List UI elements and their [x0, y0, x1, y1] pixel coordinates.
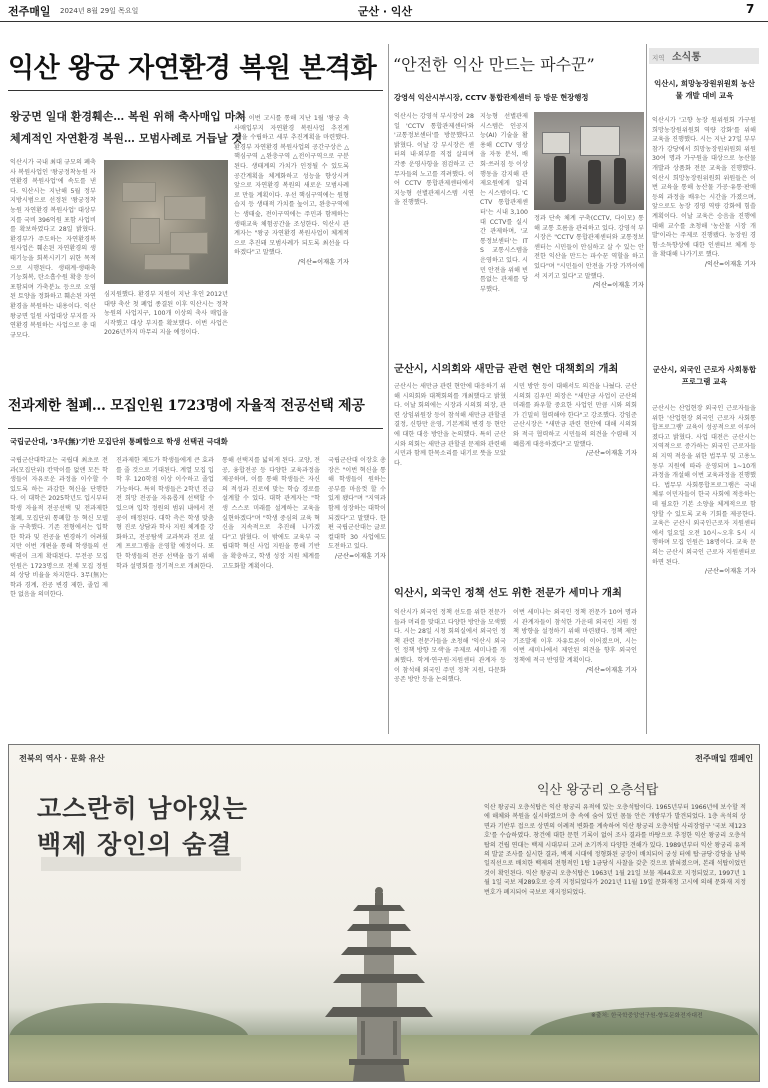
article3-subtitle: 국립군산대, '3무(無)'기반 모집단위 통폐합으로 학생 선택권 극대화: [10, 437, 228, 446]
page-number: 7: [746, 2, 755, 16]
column-divider: [388, 44, 389, 734]
campaign-name-label: 전주매일 캠페인: [695, 753, 754, 763]
article1-subtitle2: 체계적인 자연환경 복원… 모범사례로 거듭날 것: [10, 132, 243, 145]
section-title: 군산 · 익산: [357, 5, 413, 18]
article4-body-col1: 군산시는 새만금 관련 현안에 대응하기 위해 시의회와 대책회의를 개최했다고 밝혔다. 이날 회의에는 시장과 시의회 의장, 관련 상임위원장 등이 참석해 새만금 관할권 결정, 신항만 운영, 기본계획 변경 등 현안에 대한 대응 방안을 논의했다. 특히 군산시와 의회는 새만금 관할권 문제와 관련해 시민과 함께 한목소리를 내기로 뜻을 모았다.: [394, 383, 506, 467]
pagoda-title: 익산 왕궁리 오층석탑: [537, 783, 659, 798]
article4-body-col2-text: 시민 방안 등이 대해서도 의견을 나눴다. 군산시의회 김우민 의장은 "새만금 사업이 군산의 미래를 좌우할 중요한 사업인 만큼 시와 의회가 긴밀히 협력해야 한다"고 강조했다. 강임준 군산시장은 "새만금 관련 현안에 대해 시의회와 적극 협력하고 시민들의 의견을 수렴해 지혜롭게 대응하겠다"고 말했다.: [513, 383, 637, 448]
sidebar-item1-title: 익산시, 희망농장원위원회 농산물 개발 대비 교육: [654, 79, 755, 100]
campaign-series-label: 전북의 역사 · 문화 유산: [19, 753, 105, 763]
sidebar-item1-body: [652, 116, 756, 371]
article4-body-col2: [513, 382, 637, 562]
article5-byline: /익산=이재훈 기자: [585, 666, 637, 674]
article2-body-col2: 지능형 선별관제시스템은 인공지능(AI) 기술을 활용해 CCTV 영상을 자동 분석, 배회·쓰러짐 등 이상 행동을 감지해 관제요원에게 알리는 시스템이다. 'CCTV 통합관제센터'는 시내 3,100대 CCTV를 실시간 관제하며, '교통정보센터'는 ITS 교통시스템을 운영하고 있다. 시민 안전을 위해 빈틈없는 관제를 당부했다.: [480, 113, 528, 293]
article1-body-col1: 익산시가 국내 최대 규모의 폐축사 복원사업인 '왕궁정착농원 자연환경 복원사업'에 속도를 낸다. 익산시는 지난해 5월 정부 지방시범으로 선정된 '왕궁정착농원 자연환경 복원사업' 대상부지를 국비 396억원 포함 사업비를 확보하였다고 28일 밝혔다. 환경부가 주도하는 자연환경복원사업은 훼손된 자연환경의 생태기능을 회복시키기 위한 목적으로 시행된다. 생태계·생태축 기능회복, 탄소흡수원 확충 등이 포함되며 가축분뇨 등으로 오염된 토양을 정화하고 훼손된 자연환경을 복원하는 내용이다. 익산 왕궁면 일원 사업대상 부지를 자연환경 복원하는 사업으로 총 대규모다.: [10, 159, 96, 339]
article3-body-col4-text: 국립군산대 이장호 총장은 "이번 혁신을 통해 학생들이 원하는 공부를 마음껏 할 수 있게 됐다"며 "지역과 함께 성장하는 대학이 되겠다"고 말했다. 한편 국립군산대는 글로컬대학 30 사업에도 도전하고 있다.: [328, 457, 386, 551]
article3-body-col4: [328, 456, 386, 721]
article1-body-col3-text: 시는 이번 고시를 통해 지난 1월 '왕궁 축사매입부지 자연환경 복원사업 추진계획'을 수립하고 세부 추진계획을 마련했다. 환경부 자연환경 복원사업의 공간구상은 △핵심구역 △완충구역 △전이구역으로 구분된다. 생태계의 가치가 인정될 수 있도록 공간계획을 체계화하고 성능을 향상시켜 앞으로 자연환경 복원의 새로운 모범사례로 만들 계획이다. 우선 핵심구역에는 원형습지 등 생태적 가치를 높이고, 완충구역에는 생태숲, 전이구역에는 주민과 함께하는 생태교육 체험공간을 조성한다. 익산시 관계자는 "왕궁 자연환경 복원사업이 체계적으로 추진돼 모범사례가 되도록 최선을 다하겠다"고 말했다.: [234, 115, 349, 257]
article4-headline: 군산시, 시의회와 새만금 관련 현안 대책회의 개최: [394, 363, 619, 375]
article1-body-col2: 심지원했다. 환경부 지원이 지난 후인 2012년 대량 축산 첫 폐업 종결된 이후 익산시는 정착농원의 사업지구, 100개 이상의 축사 매입을 시작했고 대상 부지를 확보했다. 이번 사업은 2026년까지 마무리 지을 예정이다.: [104, 291, 228, 337]
campaign-headline-line1: 고스란히 남아있는: [37, 794, 248, 823]
sidebar-item2-body: [652, 404, 756, 714]
article3-byline: /군산=이재훈 기자: [334, 552, 386, 560]
article2-body-col3: [534, 214, 644, 364]
article2-body-col1: 익산시는 강영석 부시장이 28일 'CCTV 통합관제센터'와 '교통정보센터'를 방문했다고 밝혔다. 이날 강 부시장은 센터의 내·외부를 직접 살피며 각종 운영사항을 점검하고 근무자들의 노고를 격려했다. 이어 CCTV 통합관제센터에서 지능형 선별관제시스템 시연을 진행했다.: [394, 113, 474, 207]
campaign-source-credit: ※출처: 한국학중앙연구원-향토문화전자대전: [591, 1013, 703, 1019]
article1-aerial-photo: [104, 160, 228, 284]
article1-headline: 익산 왕궁 자연환경 복원 본격화: [8, 53, 377, 84]
sidebar-item2-text: 군산시는 산업현장 외국인 근로자들을 위한 '산업현장 외국인 근로자 사회통합프로그램' 교육이 성공적으로 이루어졌다고 밝혔다. 사업 대전은 군산시는 지역적으로 증가하는 외국인 근로자들의 지역 적응을 위한 법무부 및 고용노동부 지원에 따라 운영되며 1~10개 과정을 개설해 이번 교육과정을 진행했다. 법무부 사회통합프로그램은 국내 체류 이민자들이 한국 사회에 적응하는 데 필요한 기본 소양을 체계적으로 함양할 수 있도록 교육 기회를 제공한다. 교육은 군산시 외국인근로자 지원센터에서 일요일 오전 10시~오후 5시 시행하며 모집 인원은 18명이다. 교육 문의는 군산시 외국인 근로자 지원센터로 하면 된다.: [652, 405, 756, 566]
article2-subtitle: 강영석 익산시부시장, CCTV 통합관제센터 등 방문 현장행정: [394, 93, 589, 102]
sidebar-label-main: 소식통: [672, 52, 701, 63]
article5-body-col1: 익산시가 외국인 정책 선도를 위한 전문가들과 머리를 맞대고 다양한 방안을 모색했다. 시는 28일 시청 회의실에서 외국인 정책 관련 전문가들을 초청해 '익산시 외국인 정책 방향 모색'을 주제로 세미나를 개최했다. 학계·연구원·지원센터 관계자 등이 참석해 외국인 주민 정착 지원, 다문화 공존 방안 등을 논의했다.: [394, 609, 506, 684]
pagoda-description: 익산 왕궁리 오층석탑은 익산 왕궁리 유적에 있는 오층석탑이다. 1965년부터 1966년에 보수할 적에 해체와 복원을 실시하였으며 층 속에 숨어 있던 몸돌 안은 개방부가 발견되었다. 1층 옥석의 상면과 기반부 접으로 상면의 이례적 변화를 계속하여 익산 왕궁리 오층석탑 사리장엄구 '국보 제123호'를 수습하였다. 창건에 대한 문헌 기록이 없어 조사 결과를 바탕으로 추정한 익산 왕궁리 오층석탑의 건립 연대는 백제 시대부터 고려 초기까지 다양한 견해가 있다. 1989년부터 익산 왕궁리 유적의 발굴 조사를 실시한 결과, 백제 시대에 정형화된 궁장이 배치되어 궁성 터에 탑·금당·강당을 남북 일직선으로 배치한 백제의 전형적인 1탑 1금당식 사찰을 갖춘 것으로 밝혀졌으며, 본래 석탑이었던 것이 확인된다. 익산 왕궁리 오층석탑은 1963년 1월 21일 보물 제44호로 지정되었고, 1997년 1월 1일 국보 제289호로 승격 지정되었다가 2021년 11월 19일 문화재청 고시에 의해 문화재 지정번호가 폐지되어 국보로 재지정되었다.: [484, 804, 746, 896]
article3-body-col1: 국립군산대학교는 국립대 최초로 전과(모집단위) 칸막이를 없앤 모든 학생들이 자유로운 과정을 이수할 수 있도록 하는 과감한 혁신을 단행한다. 이 대학은 2025학년도 입시부터 학생 자율적 전공선택 및 전과제한 철폐, 모집단위 통폐합 등 혁신 모델을 구축했다. 기존 전형에서는 입학한 학과 및 전공을 변경하기 어려웠지만 이번 개편을 통해 학생들의 선택권이 크게 확대된다. 무전공 모집 인원은 1723명으로 전체 모집 정원의 상당 비율을 차지한다. 3무(無)는 학과 경계, 전공 변경 제한, 졸업 제한 없음을 의미한다.: [10, 457, 108, 599]
sidebar-header: [649, 48, 759, 64]
sidebar-label-small: 지역: [652, 54, 665, 62]
sidebar-item1-byline: /익산=이재훈 기자: [704, 260, 756, 268]
article2-byline: /익산=이재훈 기자: [592, 282, 644, 290]
sidebar-item2-title: 군산시, 외국인 근로자 사회통합프로그램 교육: [652, 365, 757, 386]
article5-body-col2-text: 이번 세미나는 외국인 정책 전문가 10여 명과 시 관계자들이 참석한 가운데 외국인 지원 정책 방향을 설정하기 위해 마련됐다. 정책 제안 기조발제 이후 자유토론이 이어졌으며, 시는 이번 세미나에서 제안된 의견을 향후 외국인 정책에 적극 반영할 계획이다.: [513, 609, 637, 664]
issue-date: 2024년 8월 29일 목요일: [60, 7, 139, 15]
sidebar-item2-byline: /군산=이재훈 기자: [704, 568, 756, 576]
article2-headline: “안전한 익산 만드는 파수꾼”: [393, 55, 595, 74]
article1-body-col3: [234, 114, 349, 364]
article3-body-col3: 통해 선택지를 넓히게 된다. 교양, 전공, 융합전공 등 다양한 교육과정을 제공하며, 이를 통해 학생들은 자신의 적성과 진로에 맞는 학습 경로를 설계할 수 있다. 대학 관계자는 "학생 스스로 미래를 설계하는 교육을 실현하겠다"며 "학생 중심의 교육 혁신을 지속적으로 추진해 나가겠다"고 밝혔다. 이 밖에도 교육부 국립대학 혁신 사업 지원을 통해 기반을 확충하고, 학생 성장 지원 체계를 고도화할 계획이다.: [222, 457, 320, 570]
newspaper-name: 전주매일: [8, 5, 51, 18]
article5-headline: 익산시, 외국인 정책 선도 위한 전문가 세미나 개최: [394, 587, 622, 599]
article5-body-col2: [513, 608, 637, 723]
article1-subtitle1: 왕궁면 일대 환경훼손… 복원 위해 축사매입 마쳐: [10, 110, 246, 123]
heritage-campaign-ad: [8, 744, 760, 1082]
article3-headline: 전과제한 철폐… 모집인원 1723명에 자율적 전공선택 제공: [8, 398, 365, 414]
sidebar-divider: [646, 44, 647, 734]
campaign-headline-line2: 백제 장인의 숨결: [37, 830, 233, 859]
sidebar-item1-text: 익산시가 '고향 농장 원위원회 가구원 희망농장원위원회 역량 강화'를 위해 교육을 진행했다. 시는 지난 27일 부부참가 강당에서 희망농장원위원회 위원 30여 명과 가구원을 대상으로 농산물 개발과 상품화 전문 교육을 진행했다. 익산시 희망농장원위원회 위원들은 이번 교육을 통해 농산물 가공·유통·판매 등의 과정을 배우는 시간을 가졌으며, 앞으로도 농장 경영 역량 강화에 힘쓸 계획이다. 이날 교육은 승음을 진행에 대해 교수를 초청해 '농산물 시장 개발'이라는 주제로 진행됐다. 농장원 경험·소득향상에 대한 인센티브 체계 등을 확대해 나가기로 했다.: [652, 117, 756, 259]
article3-rule: [8, 428, 383, 429]
article2-body-col3-text: 정과 단속 체계 구축(CCTV, 다이모) 통해 교통 흐름을 관리하고 있다. 강영석 부시장은 "CCTV 통합관제센터와 교통정보센터는 시민들이 안심하고 살 수 있는 안전한 익산을 만드는 파수꾼 역할을 하고 있다"며 "시민들이 안전을 가장 가까이에서 지키고 있다"고 말했다.: [534, 215, 644, 280]
article4-byline: /군산=이재훈 기자: [585, 450, 637, 458]
article1-byline: /익산=이재훈 기자: [297, 258, 349, 266]
article3-body-col2: 진과제한 제도가 학생들에게 큰 효과를 줄 것으로 기대된다. 계열 모집 입학 후 120학점 이상 이수하고 졸업 가능하다. 특히 학생들은 2학년 진급 전 희망 전공을 자유롭게 선택할 수 있으며 입학 정원의 범위 내에서 전공이 배정된다. 대학 측은 학생 맞춤형 진로 상담과 학사 지원 체계를 강화하고, 전공탐색 교과목과 진로 설계 프로그램을 운영할 예정이다. 또한 학생들의 전공 선택을 돕기 위해 학과 설명회를 정기적으로 개최한다.: [116, 457, 214, 570]
article1-rule: [8, 90, 383, 91]
article2-site-visit-photo: [534, 112, 644, 210]
